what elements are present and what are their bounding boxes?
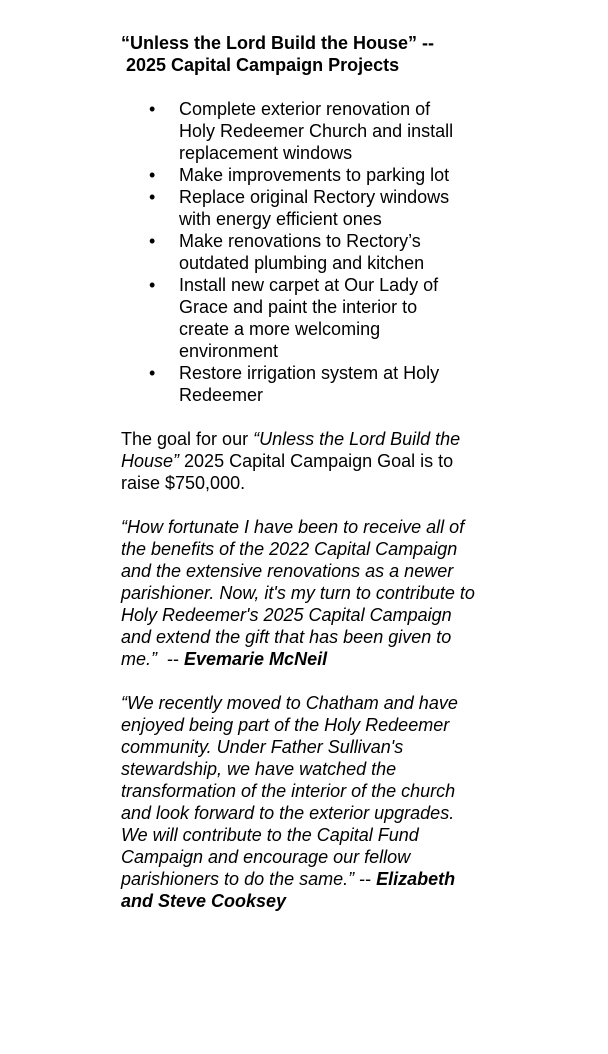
list-item [121,186,469,230]
bullet-icon: • [149,363,156,383]
list-item [121,274,469,362]
project-text: Restore irrigation system at Holy Redeemer [179,363,440,405]
list-item [121,98,469,164]
testimonial-1 [121,516,481,670]
bullet-icon: • [149,187,156,207]
goal-prefix: The goal for our [121,429,254,449]
testimonial-quote: “We recently moved to Chatham and have enjoyed being part of the Holy Redeemer community. Under Father Sullivan's stewardship, we have watched the transformation of the interior of the church and look forward to the exterior upgrades. We will contribute to the Capital Fund Campaign and encourage our fellow parishioners to do the same.” [121,693,458,889]
page-title [121,32,481,76]
testimonial-2 [121,692,481,912]
bullet-icon: • [149,165,156,185]
testimonial-separator: -- [354,869,377,889]
list-item [121,362,469,406]
list-item [121,230,469,274]
list-item [121,164,469,186]
bullet-icon: • [149,99,156,119]
title-line-1: “Unless the Lord Build the House” -- [121,33,435,53]
campaign-goal [121,428,481,494]
title-line-2: 2025 Capital Campaign Projects [126,55,400,75]
goal-suffix: 2025 Capital Campaign Goal is to raise $750,000. [121,451,454,493]
project-text: Complete exterior renovation of Holy Redeemer Church and install replacement windows [179,99,454,163]
bullet-icon: • [149,231,156,251]
testimonial-author: Elizabeth and Steve Cooksey [121,869,456,911]
testimonial-quote: “How fortunate I have been to receive all of the benefits of the 2022 Capital Campaign and the extensive renovations as a newer parishioner. Now, it's my turn to contribute to Holy Redeemer's 2025 Capital Campaign and extend the gift that has been given to me.” [121,517,475,669]
projects-list [121,98,481,406]
bullet-icon: • [149,275,156,295]
project-text: Replace original Rectory windows with energy efficient ones [179,187,450,229]
document-body [121,32,481,912]
testimonial-separator: -- [157,649,184,669]
project-text: Install new carpet at Our Lady of Grace and paint the interior to create a more welcoming environment [179,275,439,361]
project-text: Make improvements to parking lot [179,165,450,185]
testimonial-author: Evemarie McNeil [184,649,328,669]
campaign-name: “Unless the Lord Build the House” [121,429,461,471]
project-text: Make renovations to Rectory’s outdated plumbing and kitchen [179,231,425,273]
